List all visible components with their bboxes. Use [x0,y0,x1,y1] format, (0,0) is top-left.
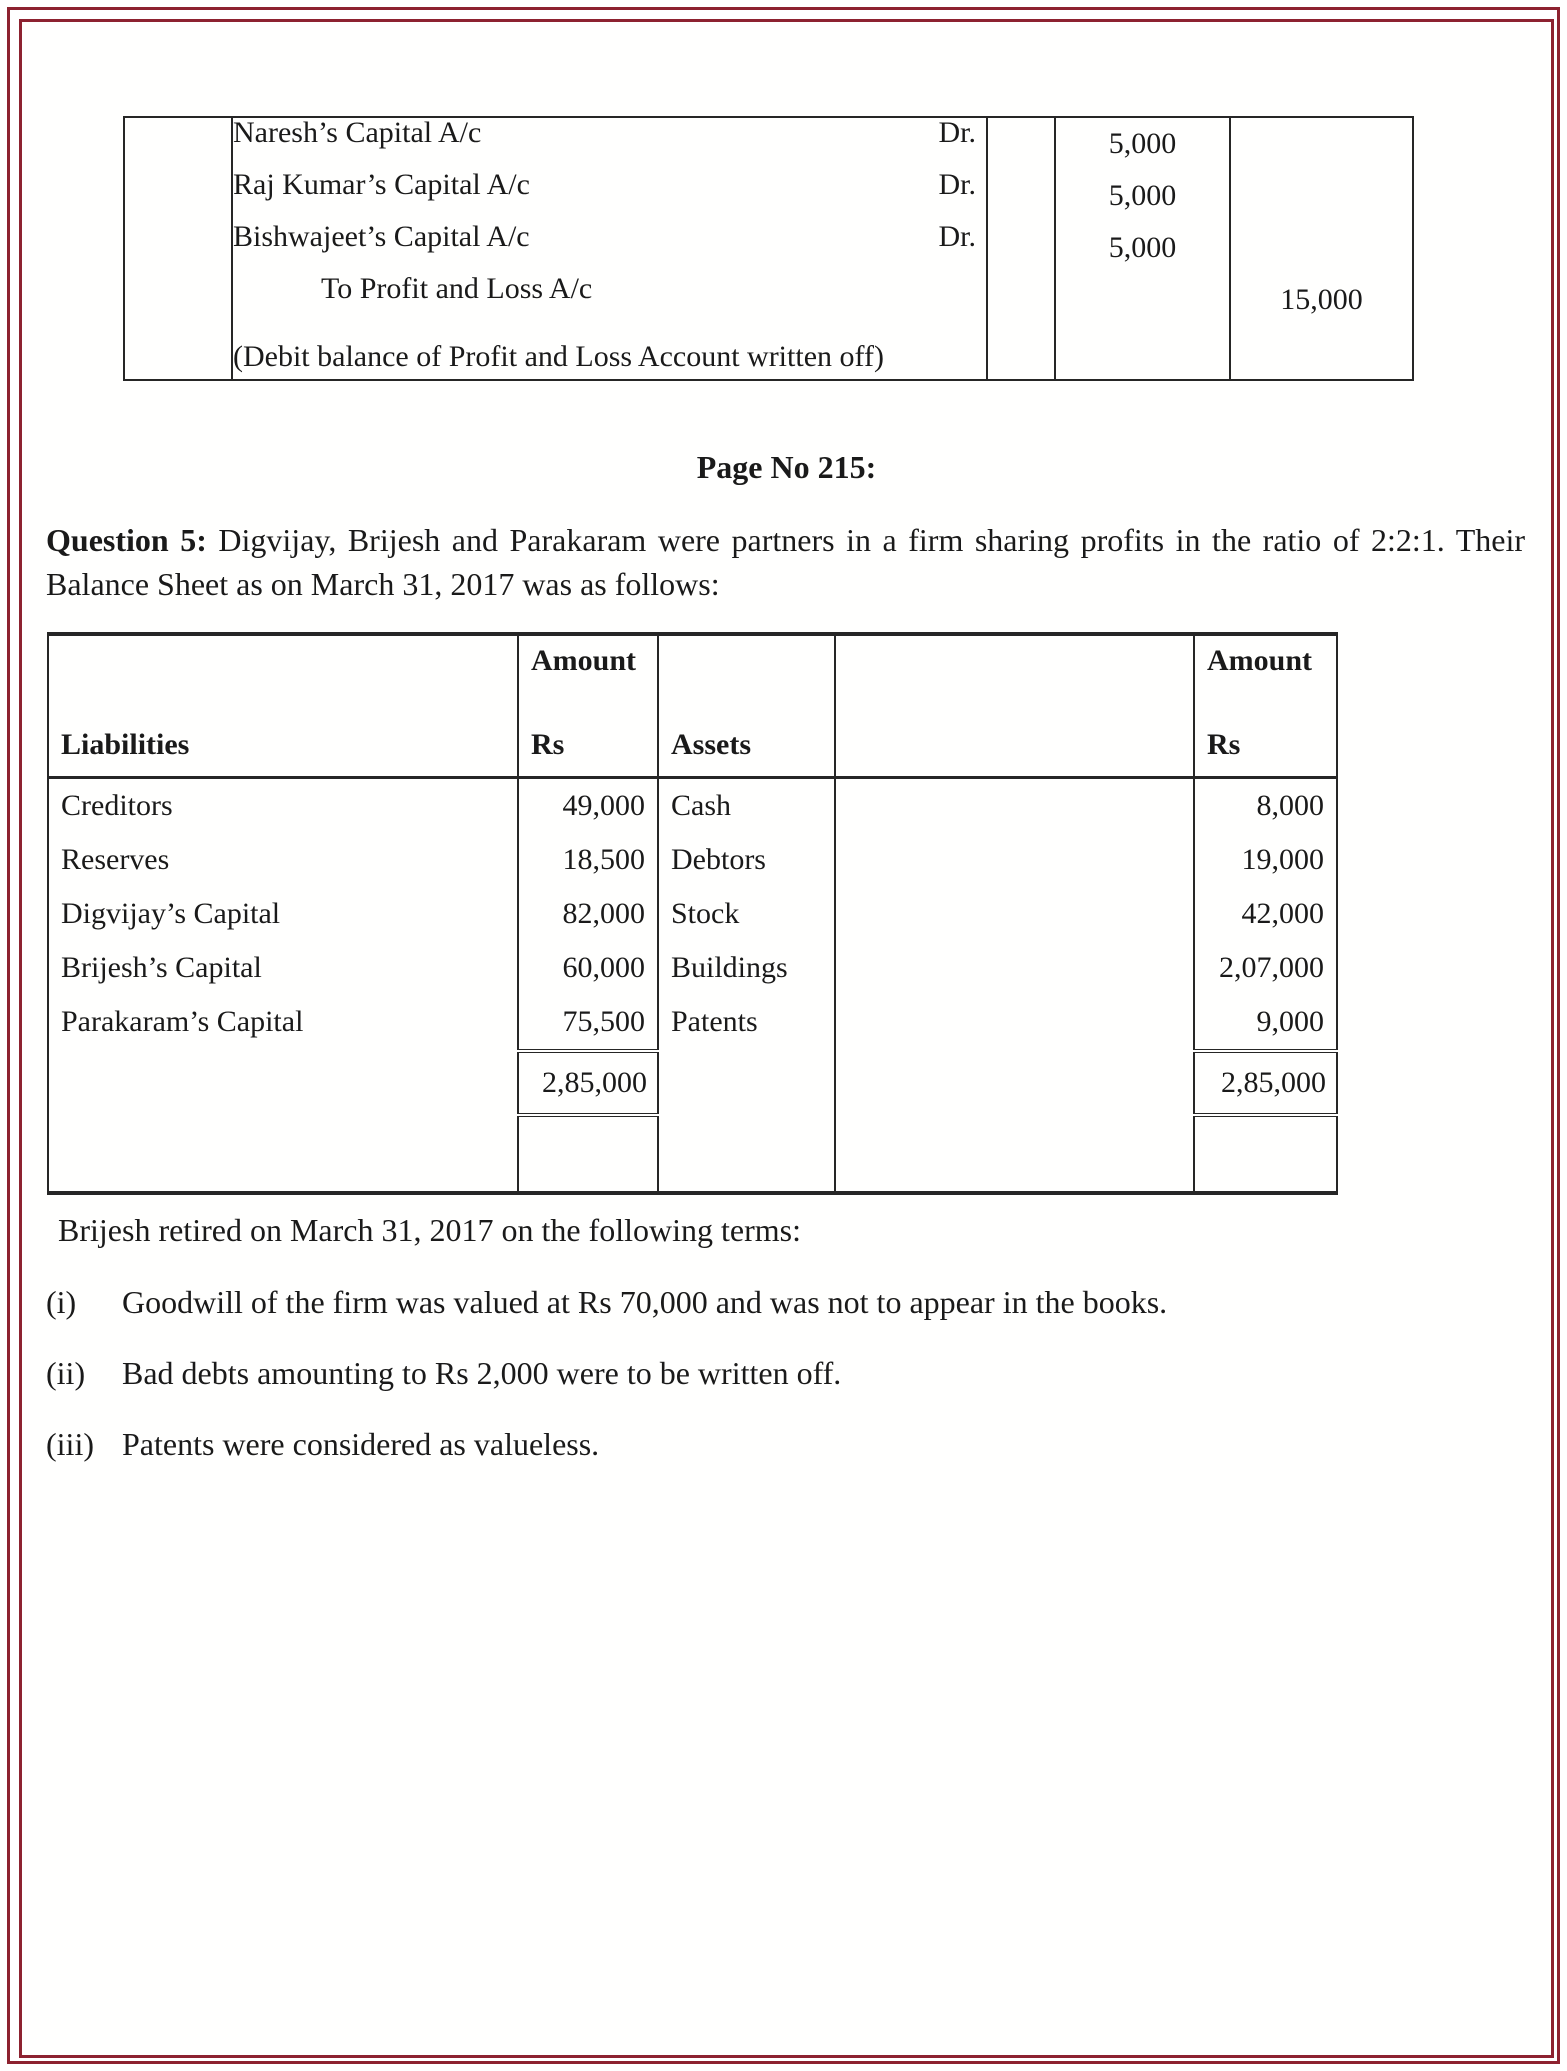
journal-debit-amount: 5,000 [1108,179,1177,212]
page-border-outer [7,7,1560,2064]
asset-amount: 8,000 [1194,778,1337,834]
spacer [1231,170,1412,222]
header-amount-left-rs: Rs [531,728,565,762]
header-assets-label: Assets [671,728,751,762]
journal-debit-cell [1055,117,1230,380]
term-item [46,1281,1527,1324]
journal-credit-cell [1230,117,1413,380]
asset-amount: 9,000 [1194,995,1337,1051]
header-amount-right-rs: Rs [1207,728,1241,762]
journal-credit-amount: 15,000 [1280,283,1363,316]
asset-label: Debtors [658,833,835,887]
journal-date-cell [124,117,232,380]
balance-sheet-total-row [48,1051,1337,1115]
liability-label: Digvijay’s Capital [48,887,518,941]
page-border-inner [19,19,1554,2058]
header-amount-right-top: Amount [1207,644,1313,678]
asset-spacer [835,995,1194,1051]
balance-sheet-row [48,778,1337,834]
spacer [671,644,822,678]
journal-debit-amount: 5,000 [1108,127,1177,160]
journal-debit-amount: 5,000 [1108,231,1177,264]
journal-dr-marker: Dr. [938,168,976,201]
balance-sheet-row [48,941,1337,995]
balance-sheet-table [47,632,1338,1195]
journal-row [124,117,1413,380]
term-text: Bad debts amounting to Rs 2,000 were to be written off. [122,1354,842,1391]
asset-spacer [835,778,1194,834]
journal-particulars-cell [232,117,987,380]
page-number-heading: Page No 215: [696,449,877,485]
header-amount-right-cell [1194,634,1337,778]
terms-lead-text: Brijesh retired on March 31, 2017 on the following terms: [58,1212,801,1249]
spacer [1231,222,1412,274]
journal-account-label: To Profit and Loss A/c [321,272,593,305]
asset-label: Stock [658,887,835,941]
footer-cell [518,1115,658,1193]
liability-amount: 82,000 [518,887,658,941]
liability-amount: 49,000 [518,778,658,834]
journal-line-credit [233,274,986,326]
journal-line [233,118,986,170]
journal-dr-marker: Dr. [938,220,976,253]
term-item [46,1352,1527,1395]
footer-cell [835,1115,1194,1193]
asset-spacer [835,833,1194,887]
journal-line [233,170,986,222]
asset-label: Patents [658,995,835,1051]
journal-account-label: Naresh’s Capital A/c [233,116,482,149]
total-liabilities-label-cell [48,1051,518,1115]
spacer [1231,118,1412,170]
page-content [46,46,1527,2031]
header-liabilities-label: Liabilities [61,728,190,762]
liability-amount: 18,500 [518,833,658,887]
balance-sheet-header-row [48,634,1337,778]
liability-label: Reserves [48,833,518,887]
journal-lf-cell [987,117,1055,380]
term-text: Patents were considered as valueless. [122,1425,600,1462]
liability-label: Brijesh’s Capital [48,941,518,995]
journal-dr-marker: Dr. [938,116,976,149]
asset-spacer [835,887,1194,941]
question-label: Question 5: [46,522,207,558]
footer-cell [658,1115,835,1193]
term-text: Goodwill of the firm was valued at Rs 70,000 and was not to appear in the books. [122,1283,1168,1320]
asset-amount: 19,000 [1194,833,1337,887]
journal-narration: (Debit balance of Profit and Loss Account written off) [233,340,884,373]
journal-account-label: Raj Kumar’s Capital A/c [233,168,530,201]
total-assets-amount: 2,85,000 [1194,1051,1337,1115]
footer-cell [48,1115,518,1193]
balance-sheet-row [48,995,1337,1051]
total-assets-label-cell [658,1051,835,1115]
total-assets-spacer [835,1051,1194,1115]
liability-label: Creditors [48,778,518,834]
asset-amount: 42,000 [1194,887,1337,941]
asset-label: Buildings [658,941,835,995]
total-liabilities-amount: 2,85,000 [518,1051,658,1115]
asset-label: Cash [658,778,835,834]
journal-entry-table [123,116,1414,381]
header-assets-cell-left-pad [658,634,835,778]
question-paragraph [46,518,1525,606]
asset-spacer [835,941,1194,995]
journal-account-label: Bishwajeet’s Capital A/c [233,220,530,253]
term-item [46,1423,1527,1466]
footer-cell [1194,1115,1337,1193]
header-amount-left-cell [518,634,658,778]
header-liabilities-cell [48,634,518,778]
term-marker: (ii) [46,1354,86,1391]
liability-amount: 75,500 [518,995,658,1051]
liability-amount: 60,000 [518,941,658,995]
journal-line [233,222,986,274]
asset-amount: 2,07,000 [1194,941,1337,995]
liability-label: Parakaram’s Capital [48,995,518,1051]
term-marker: (iii) [46,1425,94,1462]
header-amount-left-top: Amount [531,644,637,678]
spacer [61,644,505,678]
question-text: Digvijay, Brijesh and Parakaram were partners in a firm sharing profits in the ratio of 2:2:1. Their Balance Sheet as on March 31, 2017 was as follows: [46,522,1526,603]
balance-sheet-footer-row [48,1115,1337,1193]
balance-sheet-row [48,833,1337,887]
header-assets-spacer-cell [835,634,1194,778]
balance-sheet-row [48,887,1337,941]
term-marker: (i) [46,1283,77,1320]
